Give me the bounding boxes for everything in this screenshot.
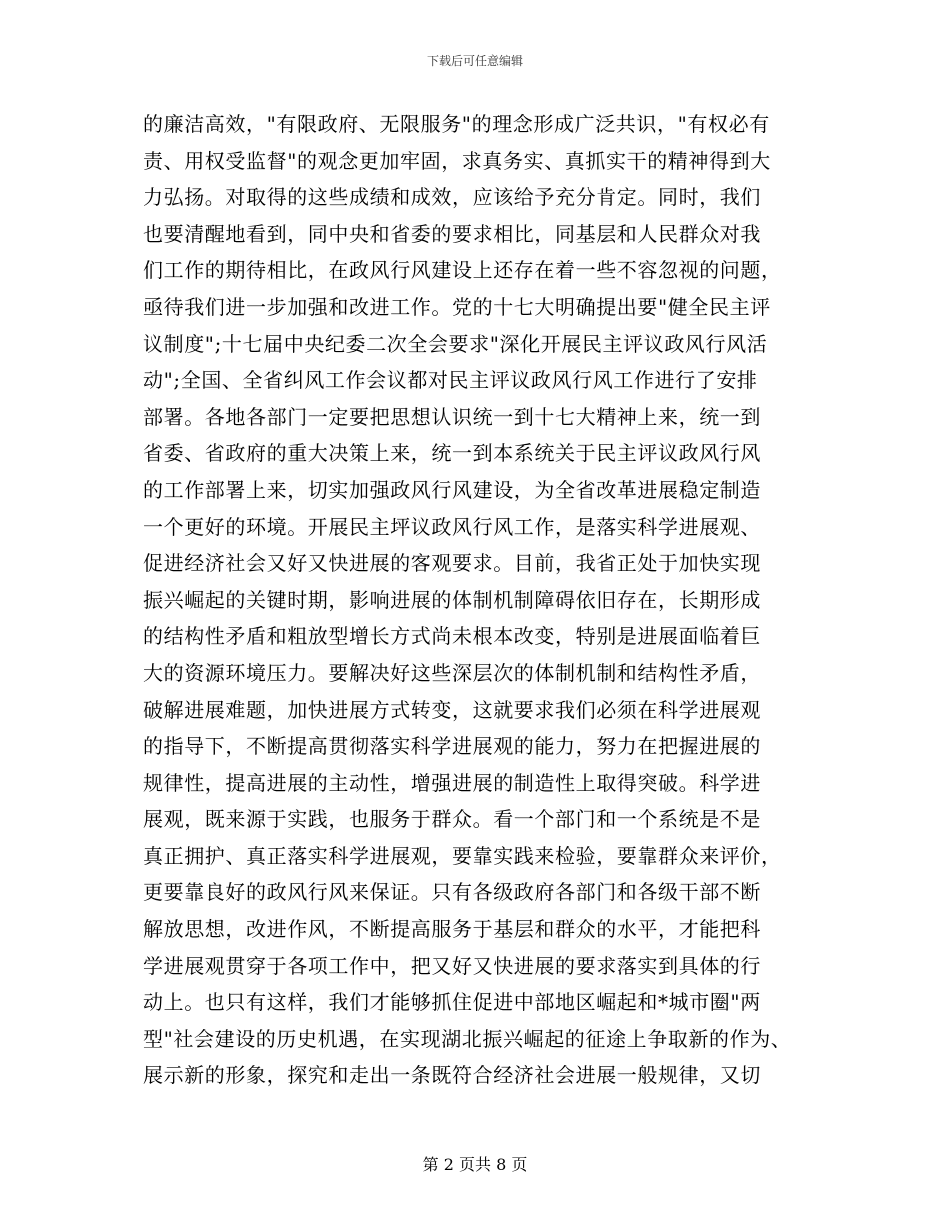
text-line-9: 部署。各地各部门一定要把思想认识统一到十七大精神上来，统一到 [143,404,761,429]
page-header: 下载后可任意编辑 [426,54,523,68]
text-line-19: 规律性，提高进展的主动性，增强进展的制造性上取得突破。科学进 [143,770,761,795]
text-line-21: 真正拥护、真正落实科学进展观，要靠实践来检验，要靠群众来评价， [143,843,782,868]
text-line-18: 的指导下，不断提高贯彻落实科学进展观的能力，努力在把握进展的 [143,734,761,759]
text-line-20: 展观，既来源于实践，也服务于群众。看一个部门和一个系统是不是 [143,807,761,832]
text-line-2: 责、用权受监督"的观念更加牢固，求真务实、真抓实干的精神得到大 [143,148,771,173]
text-line-12: 一个更好的环境。开展民主坪议政风行风工作，是落实科学进展观、 [143,514,761,539]
text-line-17: 破解进展难题，加快进展方式转变，这就要求我们必须在科学进展观 [143,697,761,722]
text-line-1: 的廉洁高效，"有限政府、无限服务"的理念形成广泛共识，"有权必有 [143,112,770,136]
text-line-13: 促进经济社会又好又快进展的客观要求。目前，我省正处于加快实现 [143,551,761,576]
text-line-24: 学进展观贯穿于各项工作中，把又好又快进展的要求落实到具体的行 [143,953,761,978]
text-line-26: 型"社会建设的历史机遇，在实现湖北振兴崛起的征途上争取新的作为、 [143,1026,792,1051]
text-line-23: 解放思想，改进作风，不断提高服务于基层和群众的水平，才能把科 [143,917,761,942]
text-line-22: 更要靠良好的政风行风来保证。只有各级政府各部门和各级干部不断 [143,880,761,905]
text-line-8: 动";全国、全省纠风工作会议都对民主评议政风行风工作进行了安排 [143,368,758,393]
text-line-10: 省委、省政府的重大决策上来，统一到本系统关于民主评议政风行风 [143,441,761,466]
text-line-14: 振兴崛起的关键时期，影响进展的体制机制障碍依旧存在，长期形成 [143,587,761,612]
text-line-4: 也要清醒地看到，同中央和省委的要求相比，同基层和人民群众对我 [143,221,761,246]
text-line-25: 动上。也只有这样，我们才能够抓住促进中部地区崛起和*城市圈"两 [143,990,761,1015]
text-line-5: 们工作的期待相比，在政风行风建设上还存在着一些不容忽视的问题， [143,258,782,283]
text-line-27: 展示新的形象，探究和走出一条既符合经济社会进展一般规律，又切 [143,1063,761,1088]
page-footer: 第 2 页共 8 页 [422,1155,528,1174]
text-line-16: 大的资源环境压力。要解决好这些深层次的体制机制和结构性矛盾， [143,660,761,685]
body-text [143,106,843,1094]
text-line-7: 议制度";十七届中央纪委二次全会要求"深化开展民主评议政风行风活 [143,331,768,356]
text-line-15: 的结构性矛盾和粗放型增长方式尚未根本改变，特别是进展面临着巨 [143,624,761,649]
text-line-11: 的工作部署上来，切实加强政风行风建设，为全省改革进展稳定制造 [143,477,761,502]
text-line-6: 亟待我们进一步加强和改进工作。党的十七大明确提出要"健全民主评 [143,294,771,319]
text-line-3: 力弘扬。对取得的这些成绩和成效，应该给予充分肯定。同时，我们 [143,185,761,210]
